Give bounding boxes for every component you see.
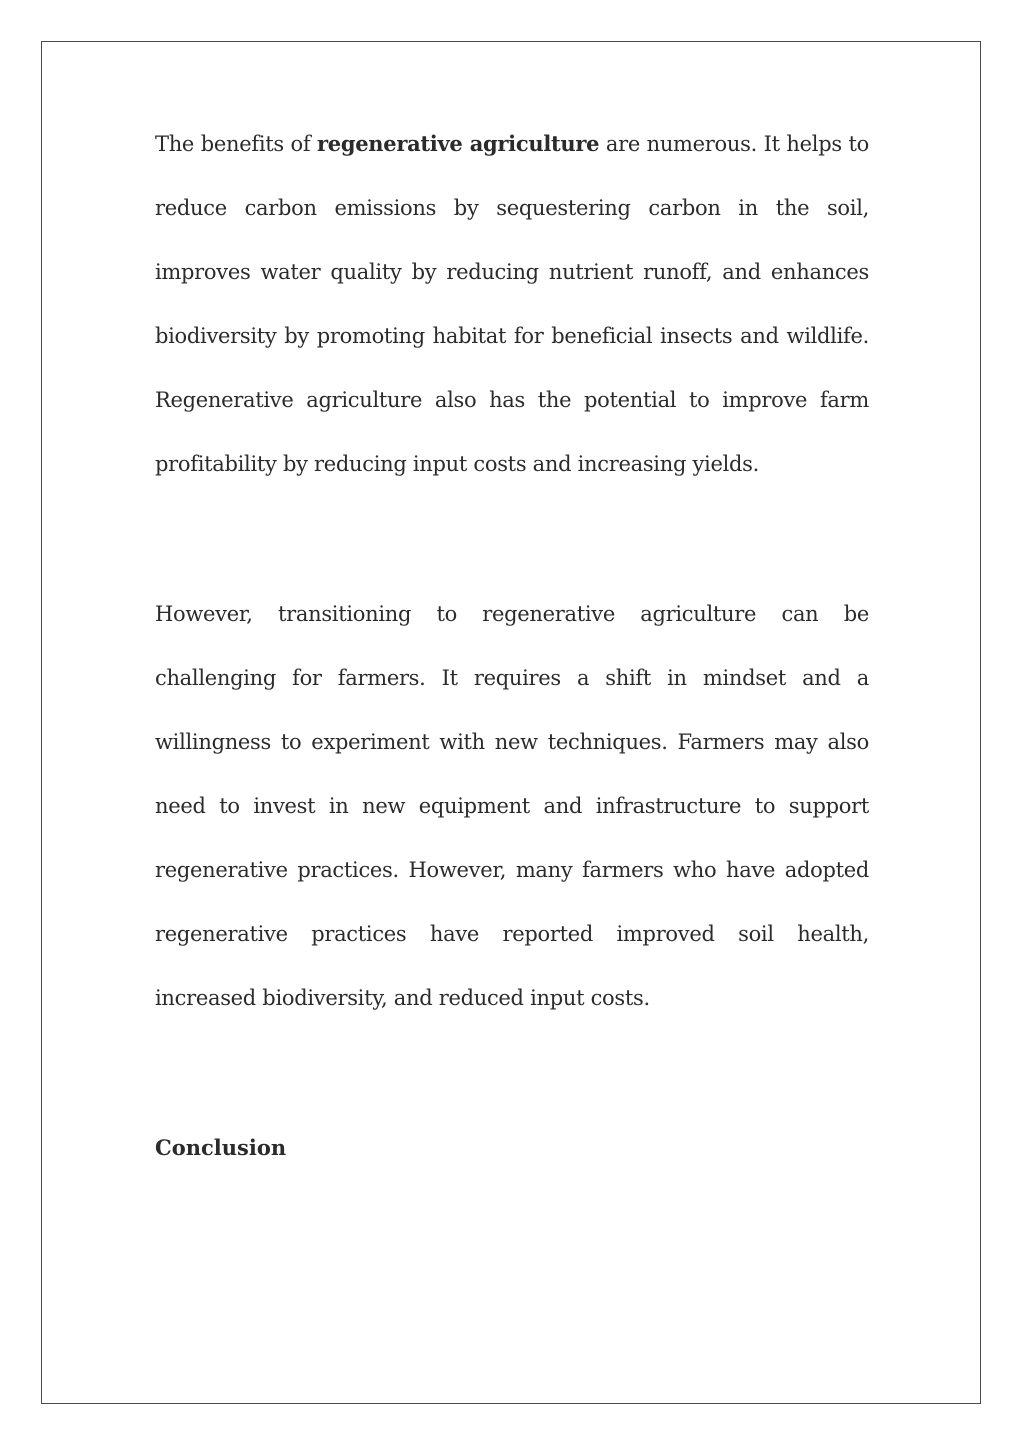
paragraph-benefits-rest: are numerous. It helps to reduce carbon emissions by sequestering carbon in the soil, improves water quality by reducing nutrient runoff, and enhances biodiversity by promoting habitat for beneficial insects and wildlife. Regenerative agriculture also has the potential to improve farm profitability by reducing input costs and increasing yields. — [155, 132, 869, 476]
section-heading-conclusion: Conclusion — [155, 1135, 287, 1160]
document-body — [155, 112, 869, 1180]
paragraph-benefits-lead: The benefits of — [155, 132, 318, 156]
paragraph-benefits — [155, 112, 869, 496]
paragraph-challenges: However, transitioning to regenerative agriculture can be challenging for farmers. It requires a shift in mindset and a willingness to experiment with new techniques. Farmers may also need to invest in new equipment and infrastructure to support regenerative practices. However, many farmers who have adopted regenerative practices have reported improved soil health, increased biodiversity, and reduced input costs. — [155, 602, 869, 1010]
paragraph-benefits-emphasis: regenerative agriculture — [317, 131, 600, 156]
